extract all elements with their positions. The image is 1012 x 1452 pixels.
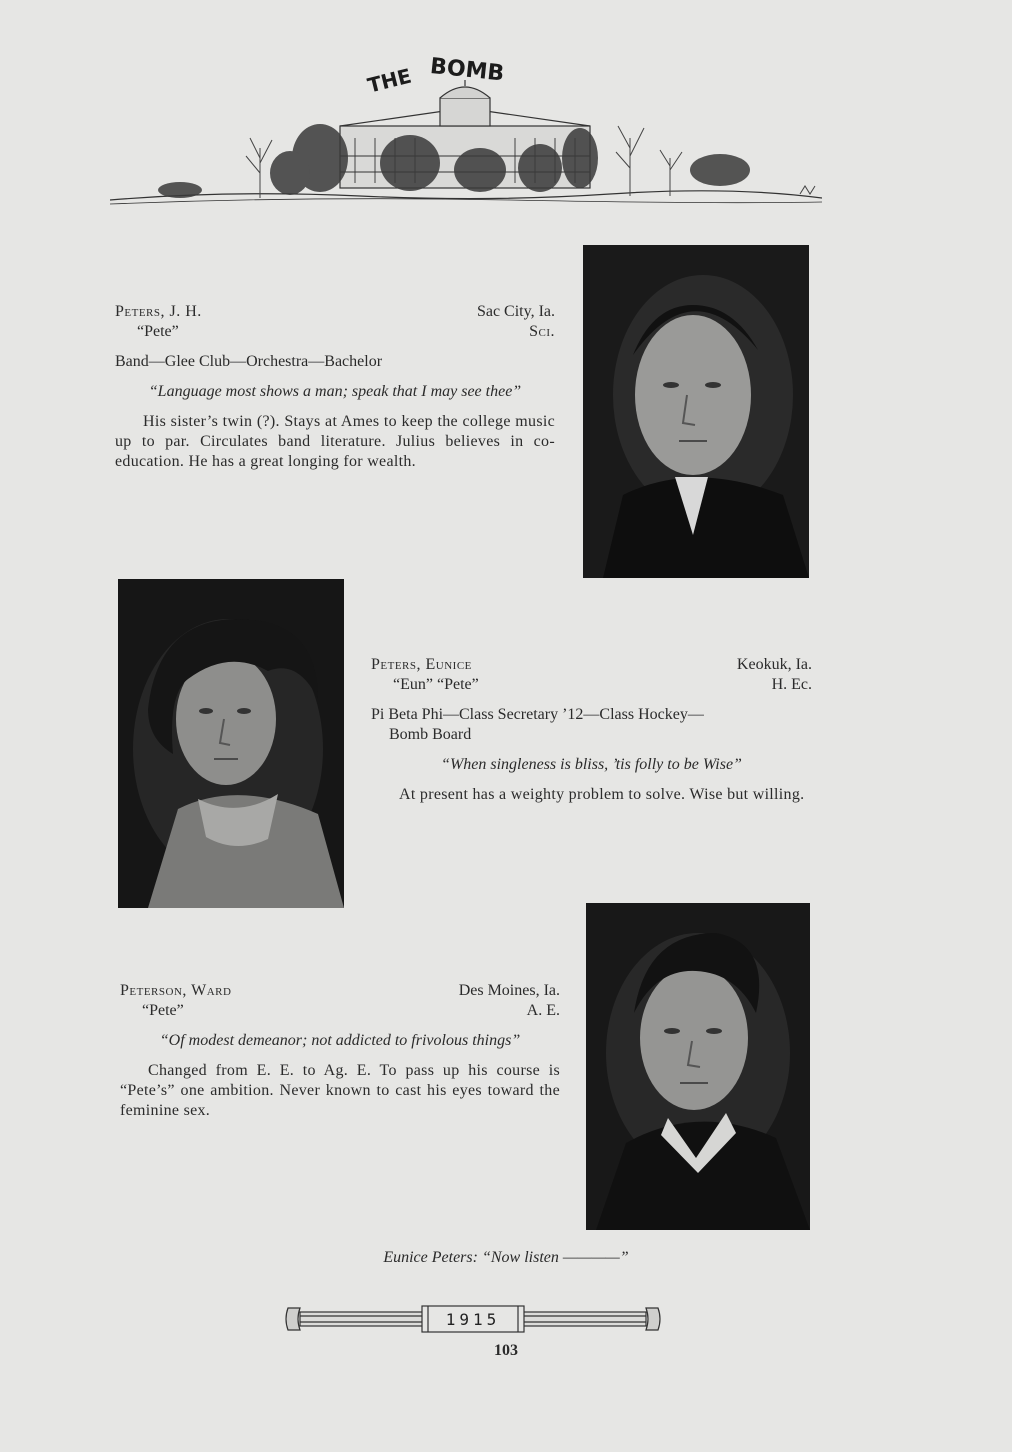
student-name: Peters, Eunice	[371, 656, 472, 673]
year-banner	[282, 1302, 664, 1336]
hometown: Des Moines, Ia.	[458, 982, 560, 999]
activities: Band—Glee Club—Orchestra—Bachelor	[115, 353, 383, 370]
hometown: Keokuk, Ia.	[736, 656, 812, 673]
entry-peterson-ward	[120, 981, 560, 1121]
campus-illustration	[110, 78, 822, 208]
student-name: Peters, J. H.	[115, 303, 202, 320]
portrait-photo-peterson-ward	[586, 903, 810, 1230]
banner-year: 1915	[445, 1310, 501, 1329]
nickname: “Eun” “Pete”	[393, 676, 479, 693]
header-title-bomb: BOMB	[428, 53, 506, 87]
course: H. Ec.	[771, 676, 812, 693]
entry-peters-jh	[115, 302, 555, 472]
nickname: “Pete”	[137, 323, 179, 340]
activities-line-2: Bomb Board	[389, 726, 472, 743]
page-caption: Eunice Peters: “Now listen ————”	[383, 1249, 629, 1266]
description: Changed from E. E. to Ag. E. To pass up his course is “Pete’s” one ambition. Never known to cast his eyes toward the feminine sex.	[120, 1062, 560, 1119]
portrait-photo-peters-eunice	[118, 579, 344, 908]
description: His sister’s twin (?). Stays at Ames to keep the college music up to par. Circulates band literature. Julius believes in co-education. He has a great longing for wealth.	[115, 413, 555, 470]
hometown: Sac City, Ia.	[476, 303, 555, 320]
portrait-photo-peters-jh	[583, 245, 809, 578]
activities-line-1: Pi Beta Phi—Class Secretary ’12—Class Hockey—	[371, 706, 704, 723]
student-name: Peterson, Ward	[120, 982, 232, 999]
course: Sci.	[529, 323, 555, 340]
header-title-the: THE	[365, 63, 414, 94]
nickname: “Pete”	[142, 1002, 184, 1019]
description: At present has a weighty problem to solve. Wise but willing.	[399, 786, 805, 803]
quote: “When singleness is bliss, ’tis folly to be Wise”	[441, 756, 742, 773]
course: A. E.	[526, 1002, 560, 1019]
quote: “Of modest demeanor; not addicted to frivolous things”	[159, 1032, 521, 1049]
entry-peters-eunice	[371, 655, 812, 805]
quote: “Language most shows a man; speak that I may see thee”	[148, 383, 522, 400]
page-number: 103	[494, 1342, 518, 1359]
